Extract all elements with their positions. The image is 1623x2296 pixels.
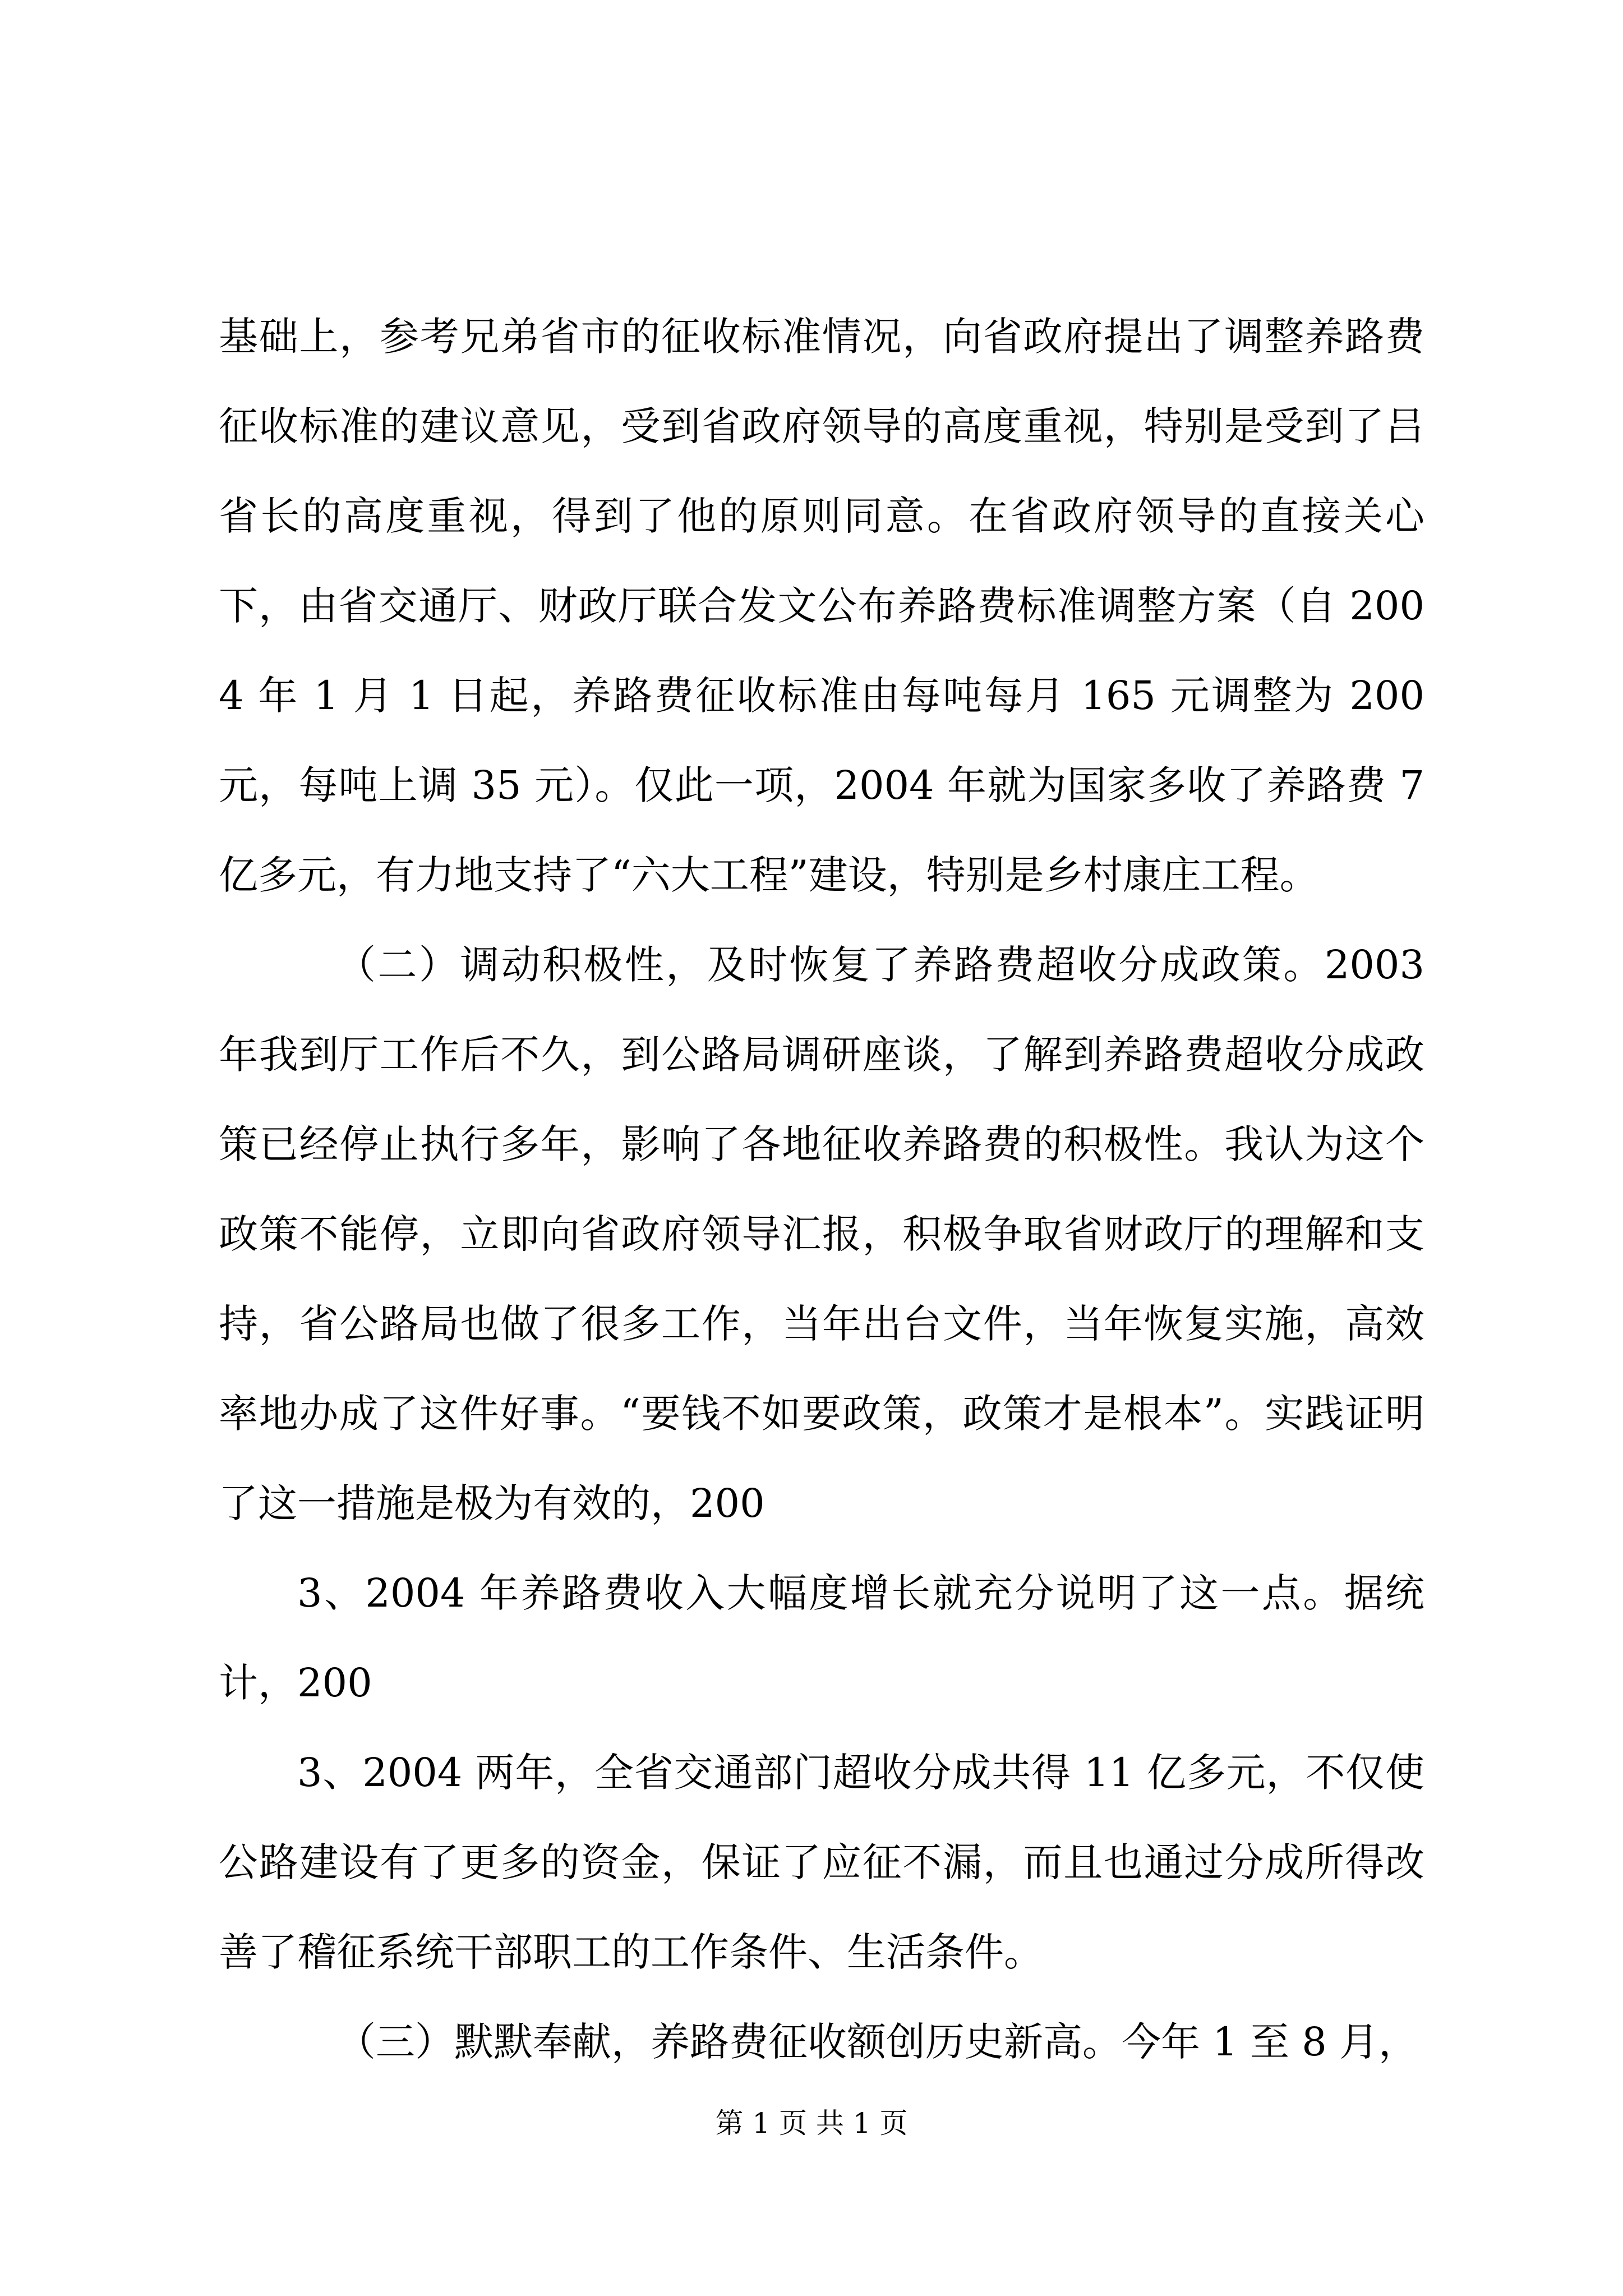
paragraph-3: 3、2004 年养路费收入大幅度增长就充分说明了这一点。据统计，200	[219, 1570, 1424, 1706]
paragraph-1: 基础上，参考兄弟省市的征收标准情况，向省政府提出了调整养路费征收标准的建议意见，受到省政府领导的高度重视，特别是受到了吕省长的高度重视，得到了他的原则同意。在省政府领导的直接关心下，由省交通厅、财政厅联合发文公布养路费标准调整方案（自 2004 年 1 月 1 日起，养路费征收标准由每吨每月 165 元调整为 200 元，每吨上调 35 元）。仅此一项，2004 年就为国家多收了养路费 7 亿多元，有力地支持了“六大工程”建设，特别是乡村康庄工程。	[219, 314, 1424, 898]
paragraph-2: （二）调动积极性，及时恢复了养路费超收分成政策。2003 年我到厅工作后不久，到公路局调研座谈，了解到养路费超收分成政策已经停止执行多年，影响了各地征收养路费的积极性。我认为这个政策不能停，立即向省政府领导汇报，积极争取省财政厅的理解和支持，省公路局也做了很多工作，当年出台文件，当年恢复实施，高效率地办成了这件好事。“要钱不如要政策，政策才是根本”。实践证明了这一措施是极为有效的，200	[219, 942, 1424, 1526]
page-footer: 第 1 页 共 1 页	[715, 2107, 908, 2139]
paragraph-4: 3、2004 两年，全省交通部门超收分成共得 11 亿多元，不仅使公路建设有了更多的资金，保证了应征不漏，而且也通过分成所得改善了稽征系统干部职工的工作条件、生活条件。	[219, 1750, 1424, 1975]
document-body	[219, 292, 1424, 2087]
paragraph-5: （三）默默奉献，养路费征收额创历史新高。今年 1 至 8 月，	[336, 2019, 1418, 2065]
